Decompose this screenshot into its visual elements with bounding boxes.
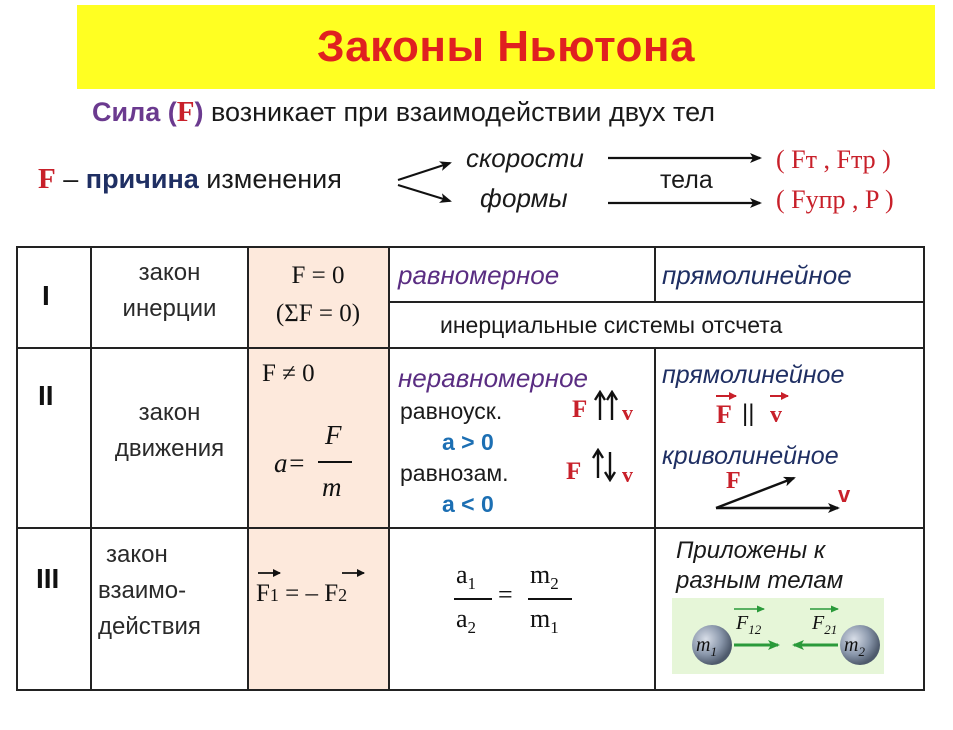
col-divider-3	[388, 246, 390, 691]
row3-law-line1: закон	[106, 541, 168, 568]
bodies-label: тела	[660, 166, 713, 194]
row3-formula-sub2: 2	[338, 585, 348, 605]
ball-m2-label	[844, 634, 865, 660]
ball-m2-sub: 2	[858, 644, 865, 659]
row1-straight: прямолинейное	[662, 260, 852, 290]
cause-word: причина	[85, 164, 199, 194]
col-divider-4-row1	[654, 246, 656, 302]
row-divider-2	[16, 527, 925, 529]
row2-accel-F: F	[572, 396, 588, 423]
row3-law	[92, 537, 253, 645]
ball-m2-letter: m	[844, 634, 859, 656]
row3-formula	[256, 580, 347, 608]
row3-ratio-m1-sub: 1	[550, 618, 559, 638]
row2-curve-v: v	[838, 482, 851, 507]
ball-m1-letter: m	[696, 634, 711, 656]
table-border-top	[16, 246, 925, 248]
row3-applied	[676, 536, 843, 596]
row1-frames: инерциальные системы отсчета	[440, 312, 783, 338]
row3-ratio-a2	[456, 604, 476, 638]
row3-formula-F2: F	[324, 580, 339, 607]
row1-law-line1: закон	[138, 259, 201, 286]
cause-dash: –	[63, 164, 79, 194]
row2-parallel-F: F	[716, 400, 732, 429]
row3-numeral: III	[36, 563, 60, 594]
force-symbol: F	[176, 96, 195, 128]
shape-forces: ( Fупр , P )	[776, 185, 894, 214]
row1-uniform: равномерное	[398, 260, 560, 290]
row1-law	[92, 255, 247, 327]
row3-ratio-a2-letter: a	[456, 604, 468, 633]
force-21-sub: 21	[824, 622, 838, 637]
row3-ratio-m1	[530, 604, 559, 638]
row1-formula-line2: (ΣF = 0)	[275, 300, 361, 327]
row3-formula-sub1: 1	[269, 585, 279, 605]
branch-shape: формы	[480, 183, 568, 213]
row2-law-line1: закон	[138, 399, 201, 426]
row2-fraction-bar	[318, 461, 352, 463]
row2-straight: прямолинейное	[662, 361, 845, 389]
row2-numeral: II	[38, 380, 54, 411]
force-definition-text: возникает при взаимодействии двух тел	[211, 97, 715, 127]
row3-applied-line1: Приложены к	[676, 537, 826, 564]
row3-ratio-m2-sub: 2	[550, 574, 559, 594]
ball-m1-label	[696, 634, 717, 660]
row2-curve-F: F	[726, 468, 741, 494]
row2-decel-v: v	[622, 462, 633, 487]
row2-codirectional-arrows-icon	[592, 390, 622, 422]
row1-divider	[388, 301, 925, 303]
row2-decel-label: равнозам.	[400, 460, 509, 486]
force-12-label	[736, 612, 761, 638]
branch-speed: скорости	[466, 143, 584, 173]
row3-applied-line2: разным телам	[676, 567, 844, 594]
col-divider-4	[654, 347, 656, 691]
row2-accel-cond: a > 0	[442, 429, 494, 455]
row2-formula-num: F	[325, 420, 342, 450]
row2-formula-lhs: a=	[274, 448, 306, 478]
row3-formula-F1: F	[256, 580, 270, 607]
row2-accel-label: равноуск.	[400, 398, 503, 424]
row1-law-line2: инерции	[122, 295, 217, 322]
row3-ratio-eq: =	[498, 580, 513, 609]
row-divider-1	[16, 347, 925, 349]
table-border-bottom	[16, 689, 925, 691]
cause-rest: изменения	[206, 164, 342, 194]
row3-law-line2: взаимо-	[98, 577, 187, 604]
force-12-sub: 12	[748, 622, 762, 637]
row2-curved: криволинейное	[662, 442, 839, 470]
row3-ratio-a1	[456, 560, 476, 594]
row2-decel-F: F	[566, 458, 582, 485]
force-paren-close: )	[194, 97, 204, 127]
row2-decel-cond: a < 0	[442, 491, 494, 517]
row2-law-line2: движения	[114, 435, 225, 462]
force-12-letter: F	[736, 612, 749, 634]
speed-forces: ( Fт , Fтр )	[776, 145, 891, 174]
row3-ratio-m1-letter: m	[530, 604, 551, 633]
row3-ratio-a1-letter: a	[456, 560, 468, 589]
row2-opposite-arrows-icon	[590, 448, 620, 482]
row1-formula	[249, 257, 387, 333]
row2-formula-top: F ≠ 0	[262, 360, 315, 387]
row3-ratio-bar-right	[528, 598, 572, 600]
row3-ratio-a1-sub: 1	[467, 574, 477, 594]
row3-formula-mid: = –	[278, 580, 325, 607]
table-border-right	[923, 246, 925, 691]
row2-nonuniform: неравномерное	[398, 363, 588, 393]
row2-formula-den: m	[322, 472, 342, 502]
page-title: Законы Ньютона	[317, 22, 695, 71]
row3-ratio-a2-sub: 2	[467, 618, 477, 638]
force-21-label	[812, 612, 837, 638]
row2-accel-v: v	[622, 400, 633, 425]
ball-m1-sub: 1	[710, 644, 717, 659]
table-border-left	[16, 246, 18, 691]
row2-parallel-symbol: ||	[742, 400, 755, 427]
row3-ratio-m2	[530, 560, 559, 594]
force-paren-open: (	[167, 97, 177, 127]
row2-parallel-v: v	[770, 402, 782, 428]
row1-numeral: I	[42, 280, 50, 311]
force-word: Сила	[92, 97, 161, 127]
row3-ratio-bar-left	[454, 598, 492, 600]
row2-law	[92, 395, 247, 467]
row1-formula-line1: F = 0	[291, 262, 345, 289]
row3-vector-marks-icon	[252, 566, 382, 580]
cause-symbol: F	[38, 163, 56, 195]
row3-law-line3: действия	[98, 613, 201, 640]
force-21-letter: F	[812, 612, 825, 634]
row3-ratio-m2-letter: m	[530, 560, 551, 589]
branch-arrow-icon	[398, 163, 450, 201]
